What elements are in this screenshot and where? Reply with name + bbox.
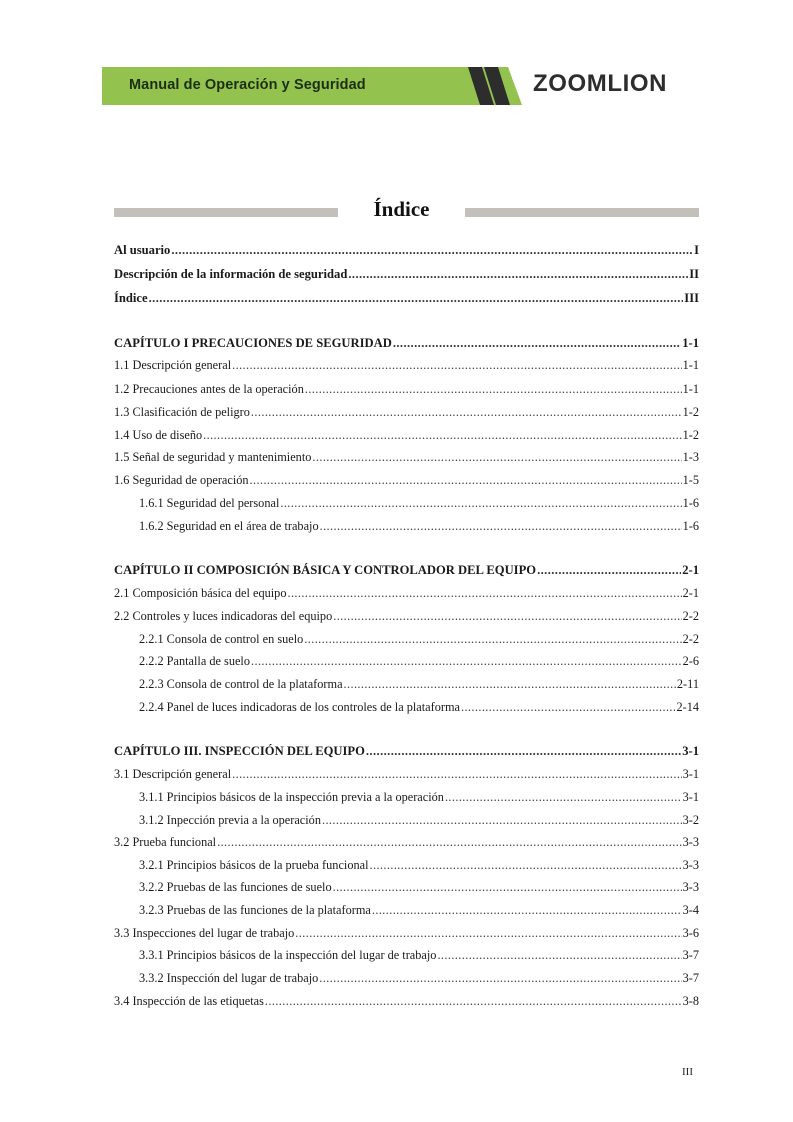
toc-entry-label: 2.2.4 Panel de luces indicadoras de los controles de la plataforma [139,700,460,714]
page-number: III [682,1066,693,1078]
toc-entry-label: 3.2.3 Pruebas de las funciones de la plataforma [139,903,371,917]
toc-entry-label: 1.3 Clasificación de peligro [114,405,250,419]
toc-entry[interactable] [139,677,699,695]
toc-entry-page: 3-1 [682,767,699,781]
toc-leader-dots [372,903,682,918]
toc-entry[interactable] [114,563,699,581]
header-band [102,67,706,105]
toc-entry-page: 2-6 [682,654,699,668]
manual-title: Manual de Operación y Seguridad [129,77,366,93]
toc-entry-label: 3.1.2 Inpección previa a la operación [139,813,321,827]
brand-logo-text: ZOOMLION [533,70,668,97]
toc-entry-label: 3.1.1 Principios básicos de la inspección previa a la operación [139,790,444,804]
toc-entry-page: III [684,291,699,305]
toc-entry[interactable] [114,473,699,491]
toc-entry-label: Descripción de la información de seguridad [114,267,348,281]
toc-entry-page: 3-4 [682,903,699,917]
toc-leader-dots [251,405,682,420]
toc-entry-label: CAPÍTULO II COMPOSICIÓN BÁSICA Y CONTROLADOR DEL EQUIPO [114,563,537,577]
toc-entry-label: 3.3.2 Inspección del lugar de trabajo [139,971,319,985]
toc-leader-dots [305,382,682,397]
toc-leader-dots [445,790,682,805]
toc-entry-label: 1.6.1 Seguridad del personal [139,496,280,510]
toc-leader-dots [366,744,681,759]
toc-entry-page: 1-5 [682,473,699,487]
toc-entry-label: 2.2.1 Consola de control en suelo [139,632,304,646]
toc-entry-label: 3.4 Inspección de las etiquetas [114,994,264,1008]
toc-entry-label: 1.2 Precauciones antes de la operación [114,382,304,396]
toc-leader-dots [232,767,681,782]
toc-entry[interactable] [139,700,699,718]
toc-entry[interactable] [139,790,699,808]
toc-entry[interactable] [139,496,699,514]
toc-leader-dots [319,971,681,986]
toc-entry-label: 3.2.2 Pruebas de las funciones de suelo [139,880,332,894]
toc-entry-label: 3.3.1 Principios básicos de la inspección del lugar de trabajo [139,948,437,962]
toc-entry-label: 3.1 Descripción general [114,767,232,781]
toc-entry-page: 1-2 [682,405,699,419]
toc-entry-page: 2-1 [682,586,699,600]
toc-entry-page: 3-3 [682,858,699,872]
toc-leader-dots [232,358,681,373]
toc-entry-page: 2-11 [676,677,699,691]
toc-entry-label: 2.2 Controles y luces indicadoras del equipo [114,609,333,623]
toc-entry-page: 2-2 [682,632,699,646]
toc-entry-label: CAPÍTULO III. INSPECCIÓN DEL EQUIPO [114,744,365,758]
toc-entry[interactable] [114,450,699,468]
toc-entry-label: 2.2.2 Pantalla de suelo [139,654,250,668]
toc-entry[interactable] [139,971,699,989]
page-title: Índice [373,197,430,221]
toc-leader-dots [217,835,681,850]
toc-leader-dots [149,291,684,306]
toc-entry-label: 2.1 Composición básica del equipo [114,586,287,600]
toc-entry-label: 3.3 Inspecciones del lugar de trabajo [114,926,295,940]
toc-entry-label: 3.2 Prueba funcional [114,835,217,849]
zoomlion-logo-icon [468,67,528,105]
toc-entry-page: 1-6 [682,496,699,510]
toc-entry[interactable] [139,519,699,537]
toc-leader-dots [333,880,682,895]
toc-entry-page: 1-1 [682,358,699,372]
toc-leader-dots [251,654,682,669]
toc-entry-label: Índice [114,291,148,305]
toc-entry[interactable] [114,243,699,261]
toc-entry-label: 1.1 Descripción general [114,358,232,372]
toc-entry[interactable] [139,948,699,966]
toc-entry-page: 3-1 [682,790,699,804]
toc-leader-dots [537,563,681,578]
toc-entry-page: 2-14 [676,700,699,714]
toc-entry-label: Al usuario [114,243,171,257]
toc-leader-dots [370,858,682,873]
toc-entry[interactable] [114,291,699,309]
toc-entry[interactable] [114,428,699,446]
toc-entry-label: CAPÍTULO I PRECAUCIONES DE SEGURIDAD [114,336,392,350]
toc-entry[interactable] [139,813,699,831]
toc-entry-page: 3-7 [682,948,699,962]
toc-leader-dots [393,336,681,351]
toc-leader-dots [333,609,681,624]
toc-leader-dots [437,948,681,963]
toc-entry-page: 1-6 [682,519,699,533]
toc-entry[interactable] [114,994,699,1012]
toc-entry-page: 1-1 [682,336,699,350]
toc-entry-page: 1-1 [682,382,699,396]
toc-entry[interactable] [139,880,699,898]
toc-leader-dots [265,994,682,1009]
toc-entry-label: 1.6.2 Seguridad en el área de trabajo [139,519,319,533]
toc-entry[interactable] [114,586,699,604]
toc-entry-page: 3-1 [682,744,699,758]
toc-entry-page: 3-8 [682,994,699,1008]
toc-leader-dots [203,428,681,443]
toc-entry-label: 1.5 Señal de seguridad y mantenimiento [114,450,312,464]
toc-entry[interactable] [114,835,699,853]
toc-entry-label: 2.2.3 Consola de control de la plataforma [139,677,343,691]
toc-entry[interactable] [139,858,699,876]
toc-entry[interactable] [114,405,699,423]
toc-leader-dots [280,496,681,511]
toc-leader-dots [295,926,681,941]
toc-leader-dots [322,813,682,828]
toc-entry[interactable] [114,744,699,762]
toc-entry[interactable] [139,654,699,672]
toc-leader-dots [250,473,682,488]
toc-entry-page: 2-1 [682,563,699,577]
toc-entry-page: I [694,243,699,257]
toc-leader-dots [287,586,681,601]
toc-leader-dots [304,632,681,647]
title-rule-left [114,208,338,217]
toc-entry-page: 3-3 [682,835,699,849]
toc-entry[interactable] [139,632,699,650]
toc-entry[interactable] [114,336,699,354]
toc-entry[interactable] [114,767,699,785]
toc-entry-label: 1.6 Seguridad de operación [114,473,249,487]
toc-entry-page: 3-3 [682,880,699,894]
toc-leader-dots [171,243,693,258]
toc-entry-page: 3-7 [682,971,699,985]
toc-leader-dots [344,677,676,692]
toc-entry[interactable] [114,358,699,376]
toc-leader-dots [461,700,675,715]
toc-entry[interactable] [114,382,699,400]
toc-entry[interactable] [114,609,699,627]
toc-entry-page: 1-2 [682,428,699,442]
toc-entry-page: 3-6 [682,926,699,940]
toc-leader-dots [320,519,682,534]
toc-entry[interactable] [114,926,699,944]
toc-entry-page: II [689,267,699,281]
toc-entry-page: 2-2 [682,609,699,623]
toc-leader-dots [348,267,688,282]
toc-entry-page: 1-3 [682,450,699,464]
toc-entry[interactable] [114,267,699,285]
toc-entry-page: 3-2 [682,813,699,827]
title-rule-right [465,208,699,217]
toc-entry-label: 1.4 Uso de diseño [114,428,203,442]
toc-leader-dots [312,450,681,465]
toc-entry-label: 3.2.1 Principios básicos de la prueba funcional [139,858,369,872]
toc-entry[interactable] [139,903,699,921]
